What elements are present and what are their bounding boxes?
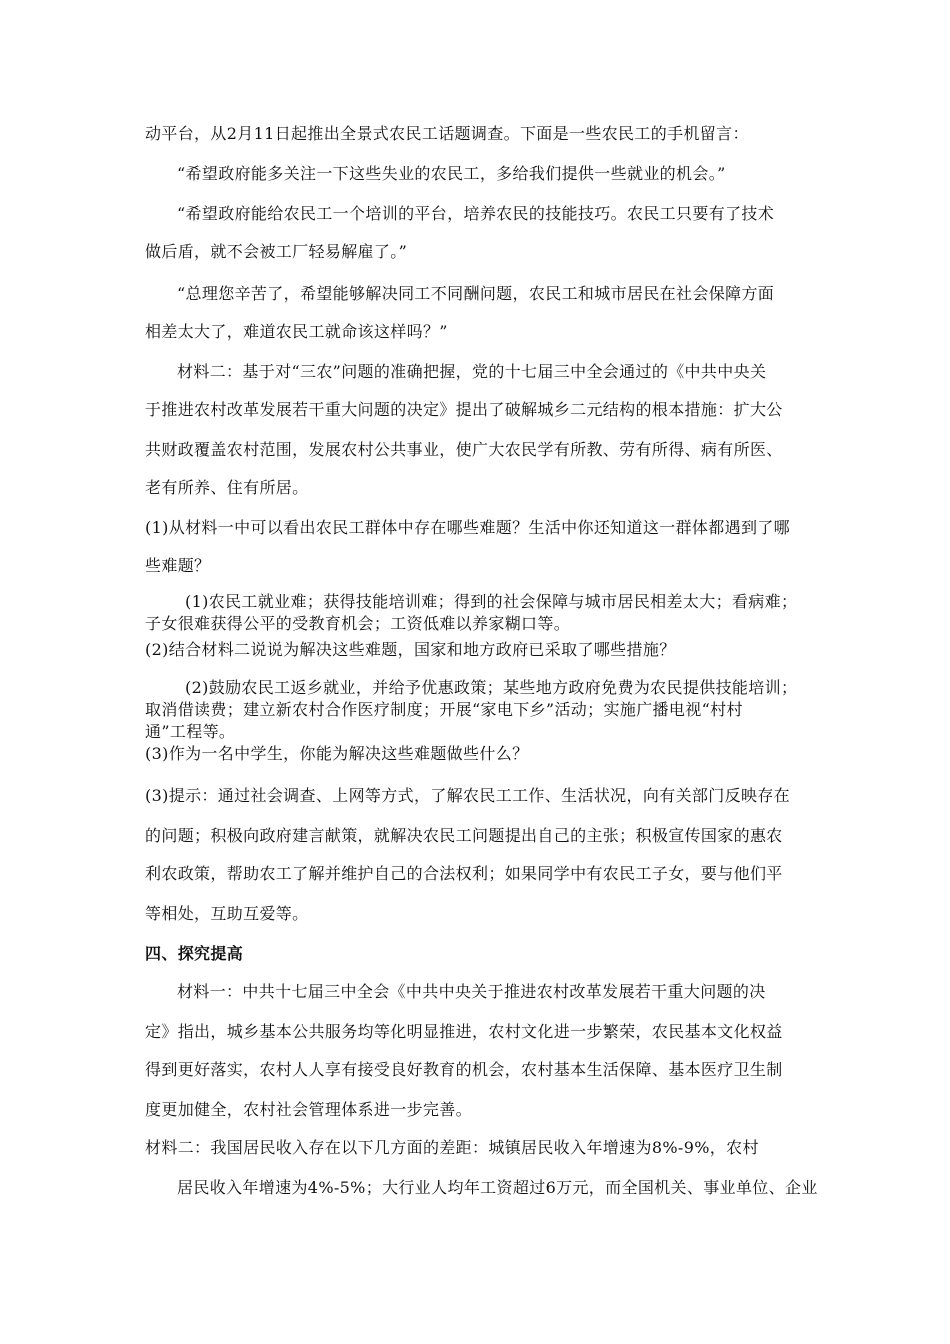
section-heading: 四、探究提高	[145, 944, 244, 963]
paragraph-line: 定》指出，城乡基本公共服务均等化明显推进，农村文化进一步繁荣，农民基本文化权益	[145, 1022, 783, 1041]
quote-line: 做后盾，就不会被工厂轻易解雇了。”	[145, 242, 408, 261]
question-line: (2)结合材料二说说为解决这些难题，国家和地方政府已采取了哪些措施？	[145, 640, 676, 659]
question-line: (3)作为一名中学生，你能为解决这些难题做些什么？	[145, 744, 529, 763]
question-line: 些难题？	[145, 556, 211, 575]
answer-line: 利农政策，帮助农工了解并维护自己的合法权利；如果同学中有农民工子女，要与他们平	[145, 864, 783, 883]
paragraph-line: 于推进农村改革发展若干重大问题的决定》提出了破解城乡二元结构的根本措施：扩大公	[145, 400, 783, 419]
question-line: (1)从材料一中可以看出农民工群体中存在哪些难题？生活中你还知道这一群体都遇到了哪	[145, 518, 791, 537]
answer-line: 子女很难获得公平的受教育机会；工资低难以养家糊口等。	[145, 614, 571, 633]
text-line: 动平台，从2月11日起推出全景式农民工话题调查。下面是一些农民工的手机留言：	[145, 124, 749, 143]
paragraph-line: 材料二：基于对“三农”问题的准确把握，党的十七届三中全会通过的《中共中央关	[177, 362, 767, 381]
paragraph-line: 居民收入年增速为4%-5%；大行业人均年工资超过6万元，而全国机关、事业单位、企业	[177, 1178, 818, 1197]
paragraph-line: 材料二：我国居民收入存在以下几方面的差距：城镇居民收入年增速为8%-9%，农村	[145, 1138, 759, 1157]
paragraph-line: 材料一：中共十七届三中全会《中共中央关于推进农村改革发展若干重大问题的决	[177, 982, 766, 1001]
paragraph-line: 度更加健全，农村社会管理体系进一步完善。	[145, 1100, 473, 1119]
paragraph-line: 老有所养、住有所居。	[145, 478, 309, 497]
answer-line: (3)提示：通过社会调查、上网等方式，了解农民工工作、生活状况，向有关部门反映存在	[145, 786, 791, 805]
answer-line: 等相处，互助互爱等。	[145, 904, 309, 923]
answer-line: (2)鼓励农民工返乡就业，并给予优惠政策；某些地方政府免费为农民提供技能培训；	[185, 678, 798, 697]
quote-line: “希望政府能多关注一下这些失业的农民工，多给我们提供一些就业的机会。”	[177, 164, 726, 183]
answer-line: 取消借读费；建立新农村合作医疗制度；开展“家电下乡”活动；实施广播电视“村村	[145, 700, 743, 719]
answer-line: (1)农民工就业难；获得技能培训难；得到的社会保障与城市居民相差太大；看病难；	[185, 592, 798, 611]
answer-line: 通”工程等。	[145, 722, 236, 741]
quote-line: 相差太大了，难道农民工就命该这样吗？”	[145, 322, 448, 341]
quote-line: “总理您辛苦了，希望能够解决同工不同酬问题，农民工和城市居民在社会保障方面	[177, 284, 775, 303]
paragraph-line: 共财政覆盖农村范围，发展农村公共事业，使广大农民学有所教、劳有所得、病有所医、	[145, 440, 783, 459]
paragraph-line: 得到更好落实，农村人人享有接受良好教育的机会，农村基本生活保障、基本医疗卫生制	[145, 1060, 783, 1079]
quote-line: “希望政府能给农民工一个培训的平台，培养农民的技能技巧。农民工只要有了技术	[177, 204, 775, 223]
answer-line: 的问题；积极向政府建言献策，就解决农民工问题提出自己的主张；积极宣传国家的惠农	[145, 826, 783, 845]
